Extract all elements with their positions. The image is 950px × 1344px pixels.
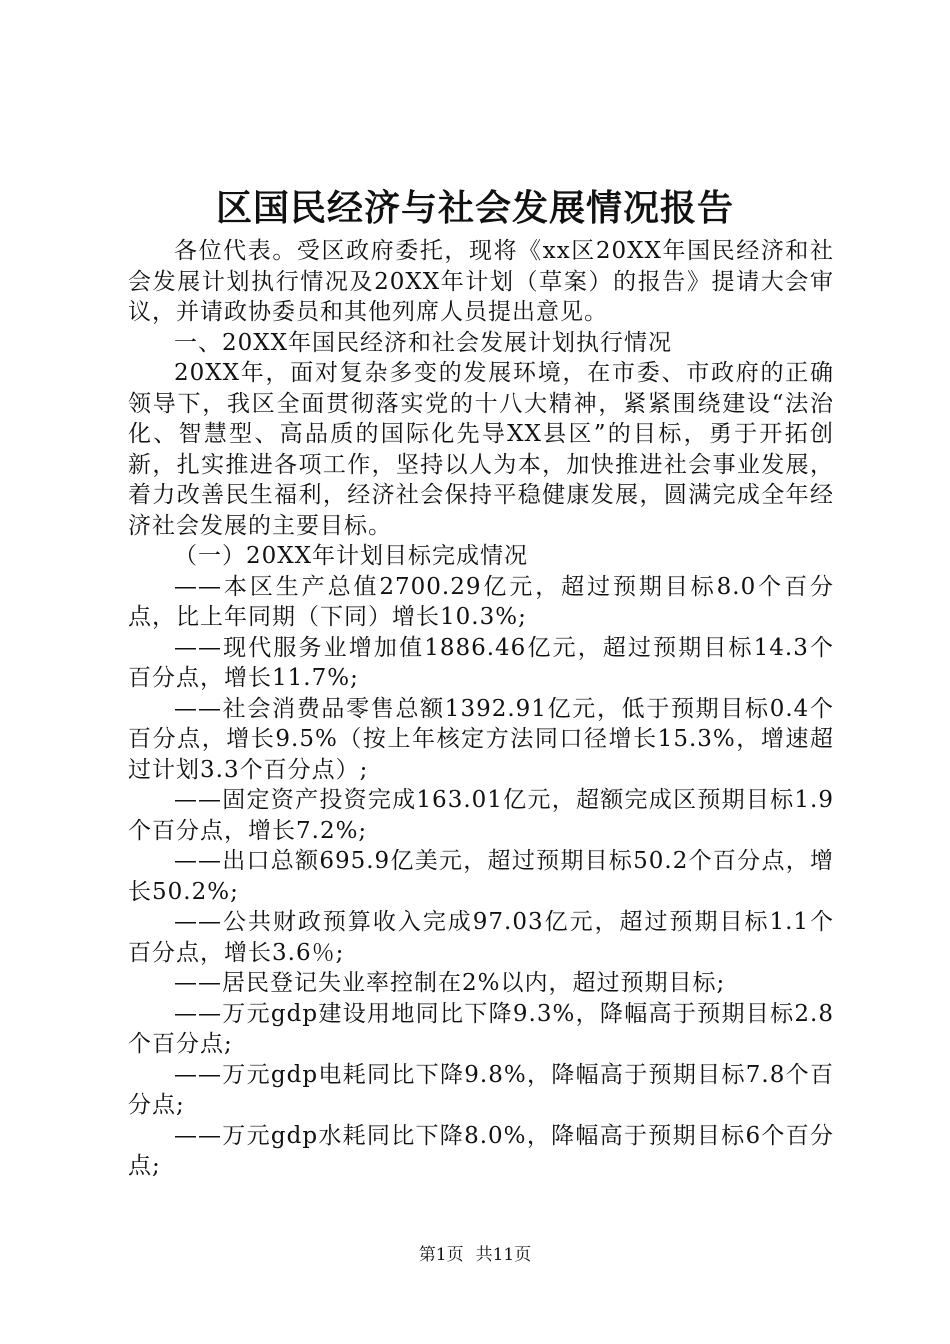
page-number: 第1页 bbox=[418, 1245, 464, 1265]
subsection-heading: （一）20XX年计划目标完成情况 bbox=[174, 543, 529, 569]
paragraph-summary: 20XX年，面对复杂多变的发展环境，在市委、市政府的正确领导下，我区全面贯彻落实党的十八大精神，紧紧围绕建设“法治化、智慧型、高品质的国际化先导XX县区”的目标，勇于开拓创新，扎实推进各项工作，坚持以人为本，加快推进社会事业发展，着力改善民生福利，经济社会保持平稳健康发展，圆满完成全年经济社会发展的主要目标。 bbox=[128, 360, 834, 539]
list-item: ——现代服务业增加值1886.46亿元，超过预期目标14.3个百分点，增长11.7%; bbox=[128, 634, 834, 691]
list-item: ——万元gdp电耗同比下降9.8%，降幅高于预期目标7.8个百分点; bbox=[128, 1061, 834, 1118]
page-total: 共11页 bbox=[475, 1245, 532, 1265]
list-item: ——公共财政预算收入完成97.03亿元，超过预期目标1.1个百分点，增长3.6％; bbox=[128, 909, 834, 966]
paragraph-intro: 各位代表。受区政府委托，现将《xx区20XX年国民经济和社会发展计划执行情况及20XX年计划（草案）的报告》提请大会审议，并请政协委员和其他列席人员提出意见。 bbox=[128, 238, 834, 325]
page-footer bbox=[0, 1243, 950, 1267]
list-item: ——出口总额695.9亿美元，超过预期目标50.2个百分点，增长50.2%; bbox=[128, 848, 834, 905]
section-heading: 一、20XX年国民经济和社会发展计划执行情况 bbox=[174, 329, 673, 356]
list-item: ——万元gdp建设用地同比下降9.3%，降幅高于预期目标2.8个百分点; bbox=[128, 1000, 834, 1057]
list-item: ——本区生产总值2700.29亿元，超过预期目标8.0个百分点，比上年同期（下同）增长10.3%; bbox=[128, 573, 834, 630]
list-item: ——社会消费品零售总额1392.91亿元，低于预期目标0.4个百分点，增长9.5%（按上年核定方法同口径增长15.3%，增速超过计划3.3个百分点）; bbox=[128, 695, 834, 783]
list-item: ——固定资产投资完成163.01亿元，超额完成区预期目标1.9个百分点，增长7.2%; bbox=[128, 787, 834, 844]
document-title: 区国民经济与社会发展情况报告 bbox=[215, 187, 734, 229]
list-item: ——居民登记失业率控制在2%以内，超过预期目标; bbox=[174, 970, 726, 996]
document-body bbox=[128, 236, 834, 1182]
list-item: ——万元gdp水耗同比下降8.0%，降幅高于预期目标6个百分点; bbox=[128, 1122, 834, 1179]
